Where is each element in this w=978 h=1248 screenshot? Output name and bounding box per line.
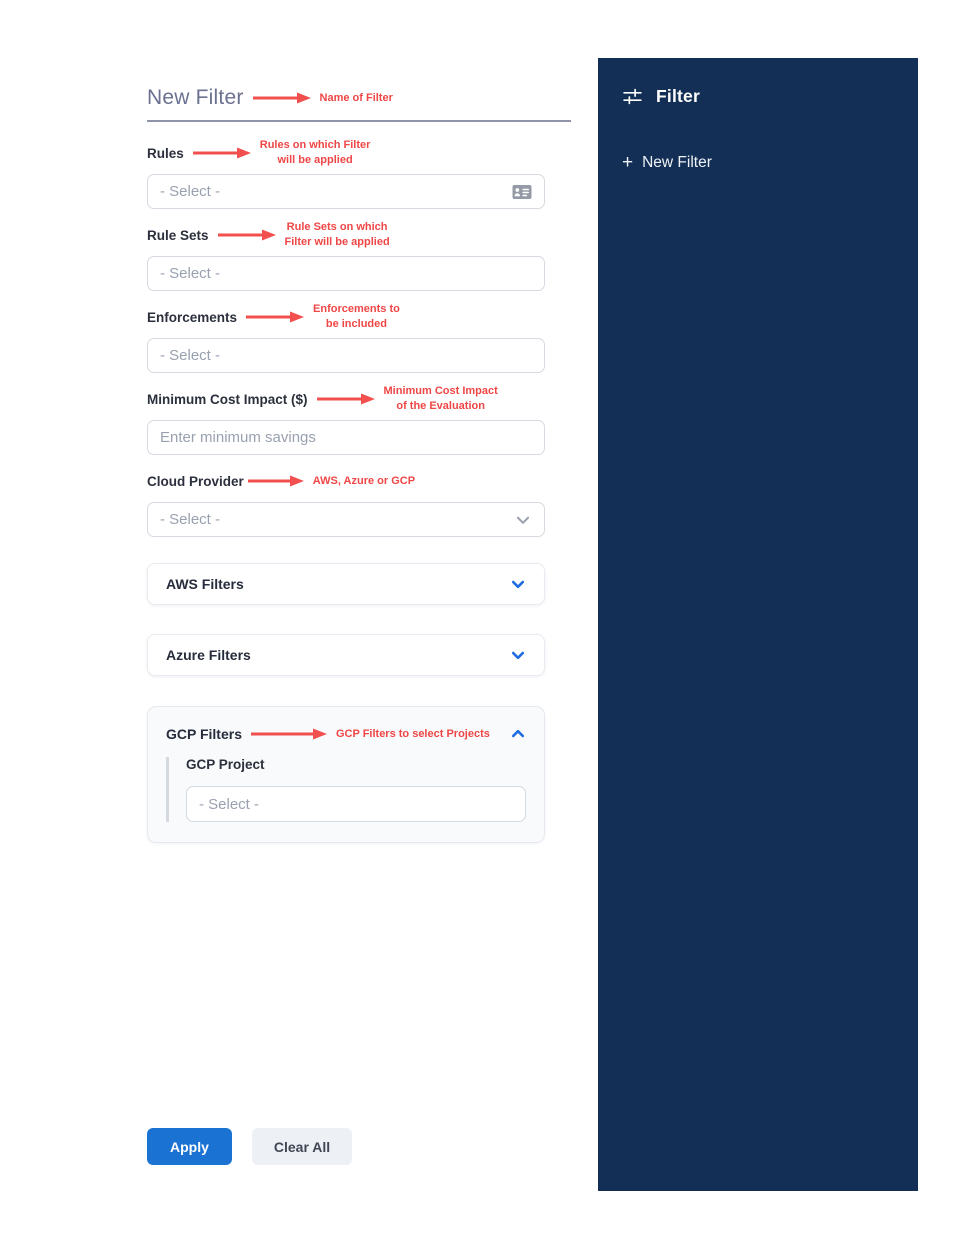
annotation-arrow-icon	[218, 229, 276, 241]
contact-card-icon	[512, 184, 532, 200]
filter-name-field[interactable]: New Filter	[147, 86, 244, 109]
chevron-down-icon[interactable]	[510, 647, 526, 663]
new-filter-label: New Filter	[642, 153, 712, 171]
form-actions	[147, 1128, 352, 1165]
aws-filters-label: AWS Filters	[166, 576, 244, 592]
annotation-arrow-icon	[248, 475, 304, 487]
annotation-enforcements: Enforcements to be included	[313, 303, 400, 330]
chevron-down-icon[interactable]	[510, 576, 526, 592]
minimum-savings-input[interactable]	[147, 420, 545, 455]
field-enforcements	[147, 303, 545, 373]
field-rules	[147, 139, 545, 209]
annotation-cloud-provider: AWS, Azure or GCP	[312, 474, 416, 487]
annotation-arrow-icon	[253, 92, 311, 104]
filter-sidebar	[598, 58, 918, 1191]
annotation-arrow-icon	[251, 728, 327, 740]
annotation-minimum-cost-impact: Minimum Cost Impact of the Evaluation	[383, 385, 498, 412]
azure-filters-card[interactable]	[147, 634, 545, 676]
annotation-name-of-filter: Name of Filter	[319, 91, 393, 104]
sidebar-item-new-filter[interactable]	[598, 153, 918, 172]
chevron-up-icon[interactable]	[510, 726, 526, 742]
clear-all-button[interactable]: Clear All	[252, 1128, 352, 1165]
annotation-gcp-filters: GCP Filters to select Projects	[336, 727, 490, 740]
rules-select[interactable]: - Select -	[147, 174, 545, 209]
annotation-arrow-icon	[246, 311, 304, 323]
gcp-filters-body	[166, 757, 526, 822]
enforcements-select[interactable]: - Select -	[147, 338, 545, 373]
apply-button[interactable]: Apply	[147, 1128, 232, 1165]
cloud-provider-label: Cloud Provider	[147, 473, 244, 489]
field-cloud-provider	[147, 472, 545, 537]
gcp-filters-label: GCP Filters	[166, 726, 242, 742]
title-divider	[147, 120, 571, 122]
annotation-arrow-icon	[193, 147, 251, 159]
gcp-project-select[interactable]: - Select -	[186, 786, 526, 822]
annotation-arrow-icon	[317, 393, 375, 405]
sidebar-header	[598, 58, 918, 107]
sliders-icon	[622, 86, 643, 107]
azure-filters-label: Azure Filters	[166, 647, 251, 663]
gcp-filters-header[interactable]	[166, 723, 526, 745]
plus-icon: +	[622, 152, 634, 173]
filter-form	[147, 84, 571, 843]
field-minimum-cost-impact	[147, 385, 545, 455]
chevron-down-icon	[514, 511, 532, 529]
annotation-rule-sets: Rule Sets on which Filter will be applied	[284, 221, 390, 248]
field-rule-sets	[147, 221, 545, 291]
rule-sets-select[interactable]: - Select -	[147, 256, 545, 291]
sidebar-title: Filter	[656, 86, 700, 106]
rules-label: Rules	[147, 145, 184, 161]
aws-filters-card[interactable]	[147, 563, 545, 605]
filter-title-row	[147, 84, 571, 112]
rule-sets-label: Rule Sets	[147, 227, 209, 243]
gcp-filters-card	[147, 706, 545, 843]
cloud-provider-select[interactable]: - Select -	[147, 502, 545, 537]
enforcements-label: Enforcements	[147, 309, 238, 325]
annotation-rules: Rules on which Filter will be applied	[259, 139, 371, 166]
gcp-project-label: GCP Project	[186, 757, 265, 772]
minimum-cost-impact-label: Minimum Cost Impact ($)	[147, 391, 308, 407]
